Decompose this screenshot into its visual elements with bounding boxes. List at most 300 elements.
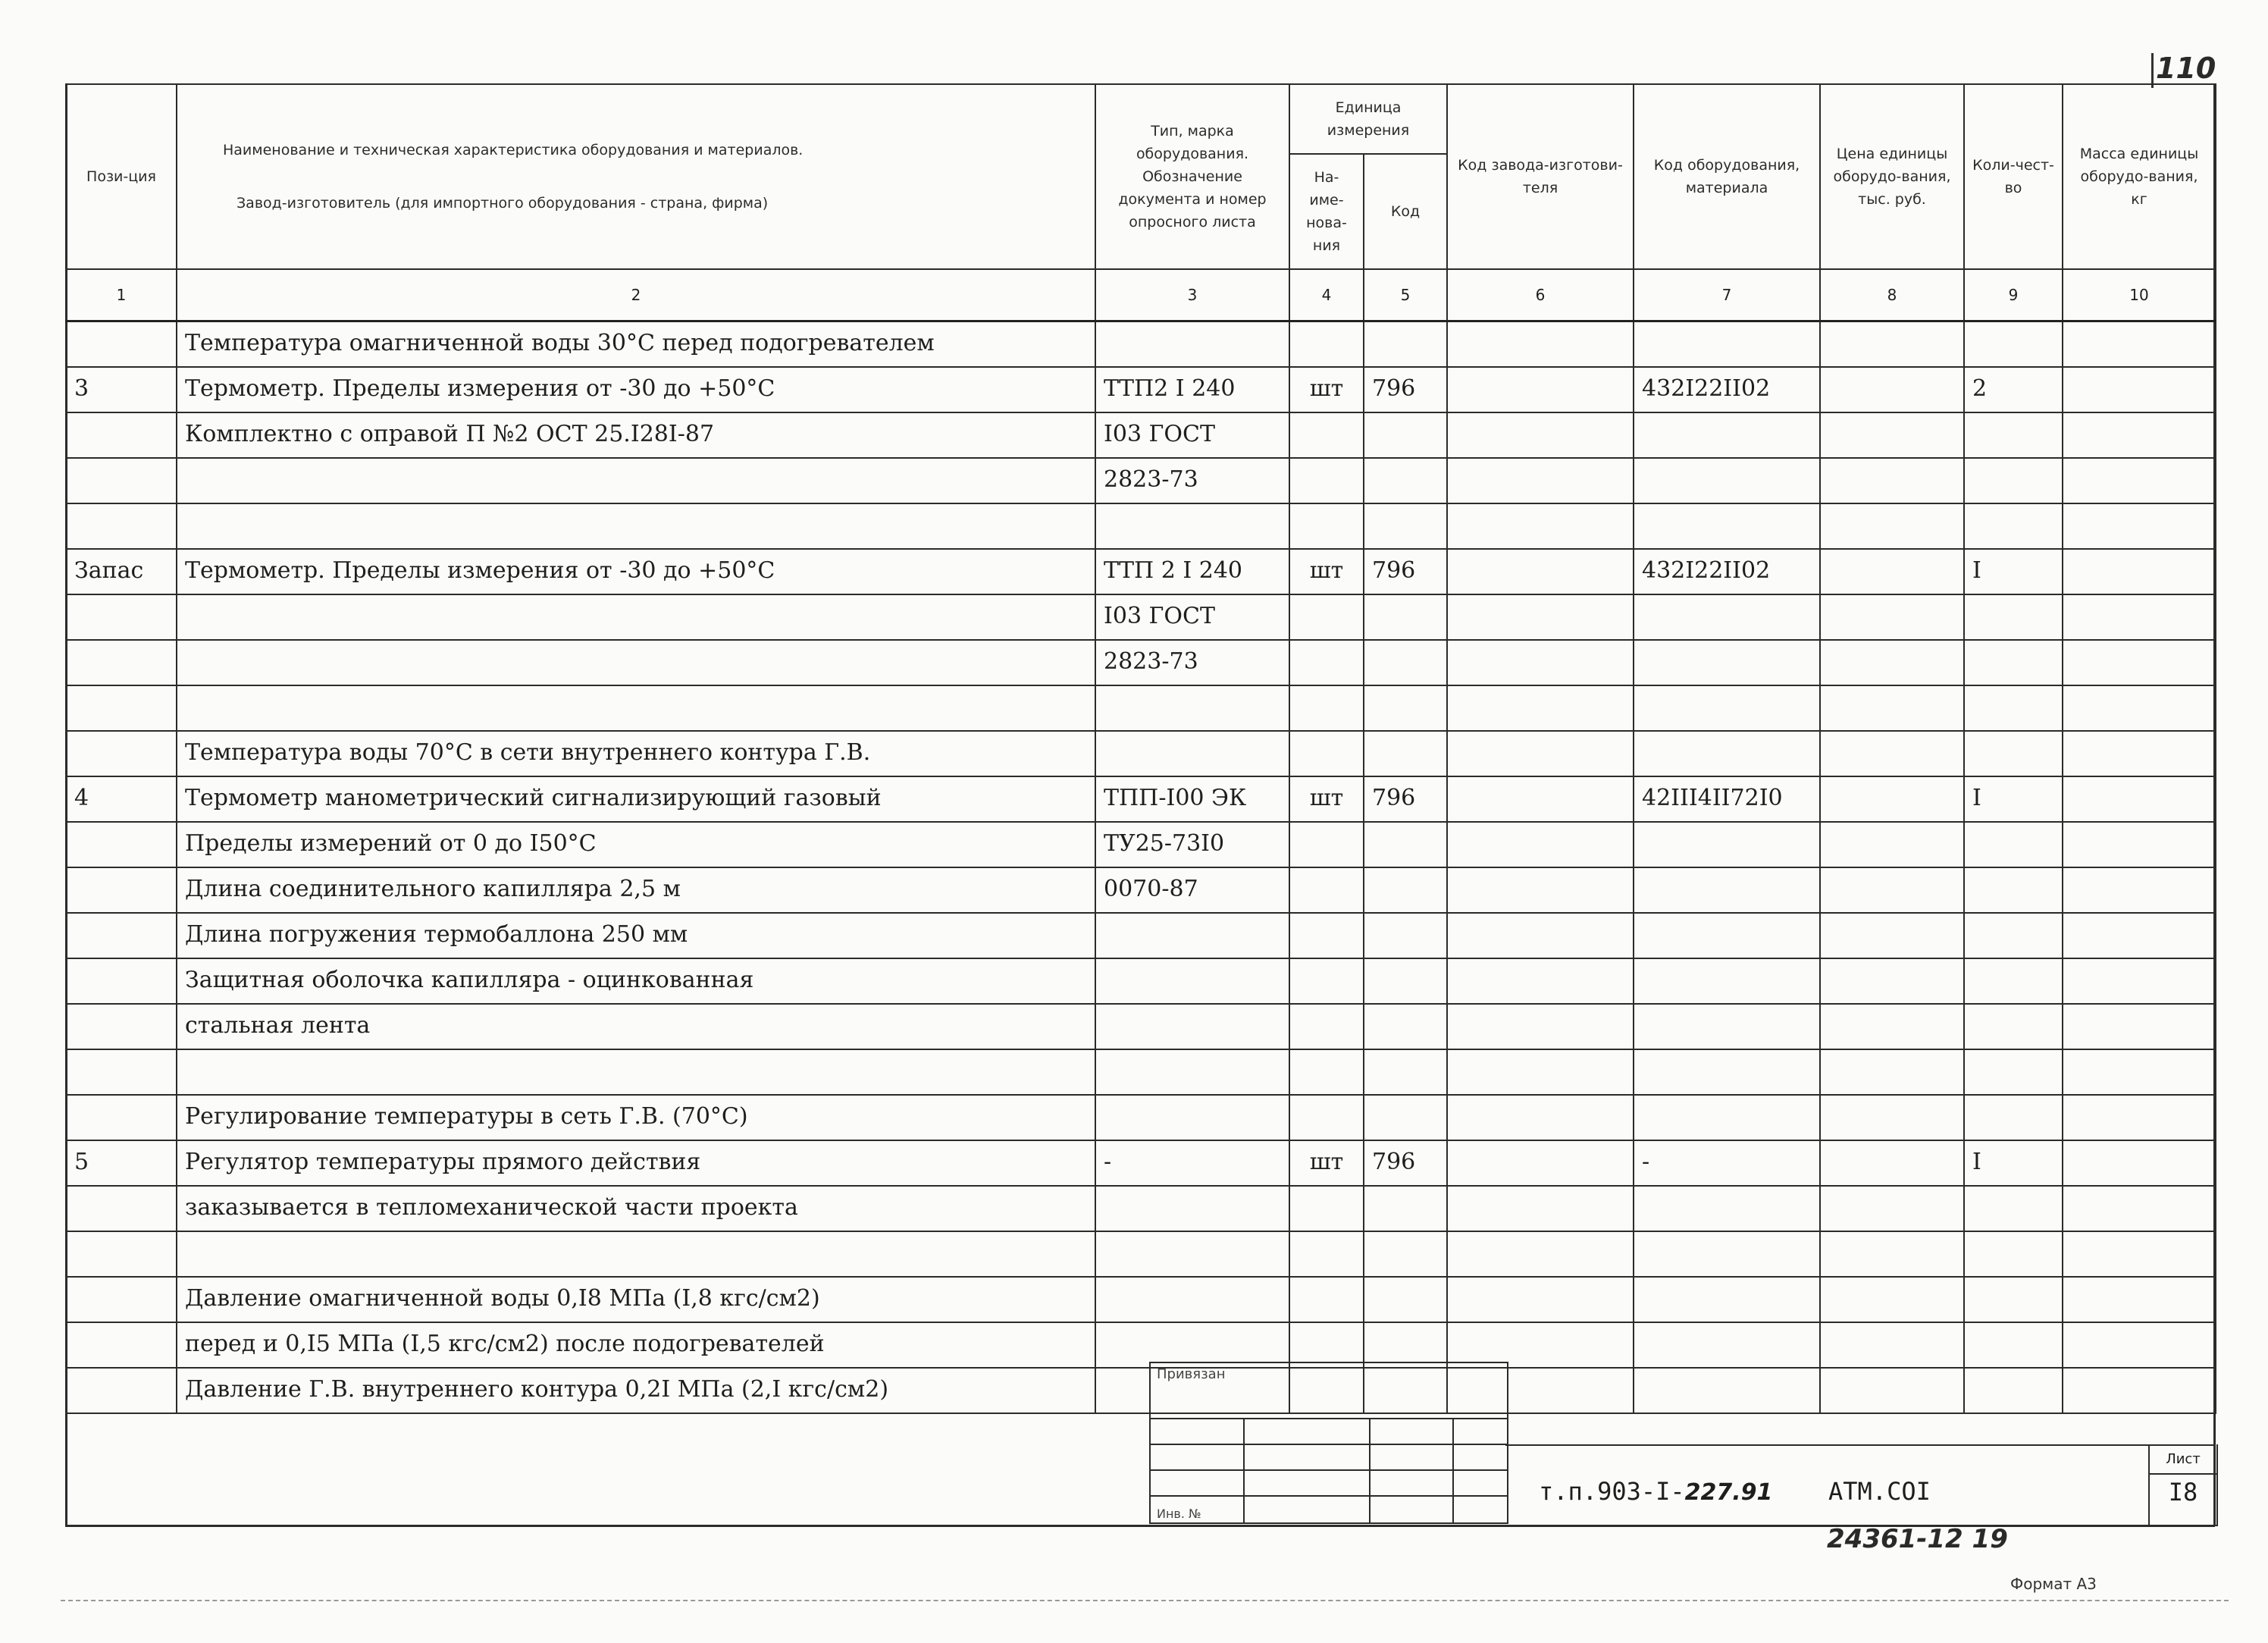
row-quantity — [1964, 1049, 2063, 1095]
table-row — [66, 958, 2216, 1004]
row-position — [66, 1231, 177, 1277]
row-quantity — [1964, 1095, 2063, 1140]
row-position: 5 — [66, 1140, 177, 1186]
row-price — [1820, 549, 1964, 594]
row-quantity — [1964, 685, 2063, 731]
table-row — [66, 1231, 2216, 1277]
header-name-line1: Наименование и техническая характеристика оборудования и материалов. — [223, 142, 804, 158]
row-mass — [2063, 549, 2216, 594]
row-price — [1820, 776, 1964, 822]
stamp-divider — [1452, 1418, 1454, 1522]
row-equipment-code: 432I22II02 — [1634, 549, 1820, 594]
row-quantity: I — [1964, 776, 2063, 822]
row-mass — [2063, 1277, 2216, 1322]
row-factory-code — [1447, 1277, 1634, 1322]
row-equipment-code — [1634, 640, 1820, 685]
row-type: ТТП2 I 240 — [1095, 367, 1289, 412]
row-position — [66, 1186, 177, 1231]
sheet-box — [2148, 1444, 2218, 1526]
row-equipment-code — [1634, 822, 1820, 867]
row-factory-code — [1447, 1095, 1634, 1140]
table-row — [66, 867, 2216, 913]
approval-stamp — [1149, 1362, 1508, 1524]
row-unit-code — [1364, 1049, 1447, 1095]
row-name: Регулятор температуры прямого действия — [177, 1140, 1095, 1186]
column-number: 3 — [1095, 269, 1289, 321]
row-factory-code — [1447, 1140, 1634, 1186]
row-name: Термометр манометрический сигнализирующий газовый — [177, 776, 1095, 822]
row-factory-code — [1447, 412, 1634, 458]
format-label: Формат А3 — [2010, 1575, 2097, 1593]
row-factory-code — [1447, 367, 1634, 412]
row-mass — [2063, 640, 2216, 685]
row-name: Длина погружения термобаллона 250 мм — [177, 913, 1095, 958]
row-unit — [1289, 503, 1364, 549]
column-number: 8 — [1820, 269, 1964, 321]
table-row — [66, 1368, 2216, 1413]
row-factory-code — [1447, 1186, 1634, 1231]
row-name: заказывается в тепломеханической части проекта — [177, 1186, 1095, 1231]
header-unit-group: Единица измерения — [1289, 84, 1447, 154]
column-number: 7 — [1634, 269, 1820, 321]
row-unit-code — [1364, 594, 1447, 640]
row-price — [1820, 503, 1964, 549]
row-price — [1820, 1368, 1964, 1413]
row-name — [177, 1231, 1095, 1277]
row-unit — [1289, 640, 1364, 685]
table-row — [66, 1049, 2216, 1095]
row-type: ТПП-I00 ЭК — [1095, 776, 1289, 822]
row-price — [1820, 958, 1964, 1004]
row-price — [1820, 1095, 1964, 1140]
row-price — [1820, 1322, 1964, 1368]
row-quantity: I — [1964, 1140, 2063, 1186]
row-equipment-code — [1634, 1004, 1820, 1049]
row-unit — [1289, 822, 1364, 867]
row-name: Пределы измерений от 0 до I50°С — [177, 822, 1095, 867]
header-mass: Масса единицы оборудо-вания, кг — [2063, 84, 2216, 269]
row-equipment-code — [1634, 1231, 1820, 1277]
row-price — [1820, 822, 1964, 867]
row-mass — [2063, 367, 2216, 412]
row-unit — [1289, 1049, 1364, 1095]
row-position — [66, 731, 177, 776]
row-equipment-code: 42III4II72I0 — [1634, 776, 1820, 822]
header-factory-code: Код завода-изготови-теля — [1447, 84, 1634, 269]
row-name: Давление омагниченной воды 0,I8 МПа (I,8 кгс/см2) — [177, 1277, 1095, 1322]
row-equipment-code — [1634, 412, 1820, 458]
row-mass — [2063, 1322, 2216, 1368]
row-type — [1095, 1186, 1289, 1231]
row-unit-code — [1364, 822, 1447, 867]
row-unit — [1289, 458, 1364, 503]
row-quantity — [1964, 503, 2063, 549]
row-price — [1820, 594, 1964, 640]
row-quantity — [1964, 913, 2063, 958]
stamp-title: Привязан — [1157, 1366, 1226, 1382]
row-equipment-code — [1634, 731, 1820, 776]
table-row — [66, 1095, 2216, 1140]
row-name — [177, 685, 1095, 731]
row-position — [66, 458, 177, 503]
row-factory-code — [1447, 1004, 1634, 1049]
row-quantity — [1964, 1368, 2063, 1413]
table-row — [66, 1140, 2216, 1186]
column-number: 10 — [2063, 269, 2216, 321]
row-name — [177, 640, 1095, 685]
row-unit-code — [1364, 503, 1447, 549]
row-unit-code: 796 — [1364, 367, 1447, 412]
row-quantity — [1964, 731, 2063, 776]
row-mass — [2063, 913, 2216, 958]
sheet-number: I8 — [2168, 1478, 2198, 1507]
table-row — [66, 549, 2216, 594]
row-type: - — [1095, 1140, 1289, 1186]
row-price — [1820, 640, 1964, 685]
row-mass — [2063, 594, 2216, 640]
row-factory-code — [1447, 958, 1634, 1004]
row-name: Термометр. Пределы измерения от -30 до +50°С — [177, 367, 1095, 412]
header-unit-code: Код — [1364, 154, 1447, 269]
row-quantity — [1964, 640, 2063, 685]
row-type — [1095, 1049, 1289, 1095]
row-equipment-code: 432I22II02 — [1634, 367, 1820, 412]
header-unit-name: На-име-нова-ния — [1289, 154, 1364, 269]
row-mass — [2063, 1004, 2216, 1049]
row-type — [1095, 913, 1289, 958]
row-position — [66, 685, 177, 731]
row-quantity — [1964, 1004, 2063, 1049]
row-unit — [1289, 594, 1364, 640]
row-unit-code — [1364, 1322, 1447, 1368]
row-unit — [1289, 1095, 1364, 1140]
row-name — [177, 458, 1095, 503]
document-code-prefix: т.п.903-I- — [1539, 1477, 1685, 1506]
row-unit — [1289, 685, 1364, 731]
header-row — [66, 84, 2216, 154]
row-type: I03 ГОСТ — [1095, 412, 1289, 458]
row-unit — [1289, 867, 1364, 913]
row-unit — [1289, 1277, 1364, 1322]
table-row — [66, 1322, 2216, 1368]
row-equipment-code — [1634, 1095, 1820, 1140]
scan-edge-line — [61, 1600, 2229, 1601]
row-type — [1095, 1277, 1289, 1322]
row-position — [66, 867, 177, 913]
row-price — [1820, 1277, 1964, 1322]
row-equipment-code — [1634, 958, 1820, 1004]
row-unit-code — [1364, 1231, 1447, 1277]
row-type: ТТП 2 I 240 — [1095, 549, 1289, 594]
row-factory-code — [1447, 913, 1634, 958]
row-factory-code — [1447, 822, 1634, 867]
row-unit — [1289, 321, 1364, 368]
row-mass — [2063, 321, 2216, 368]
row-unit-code: 796 — [1364, 1140, 1447, 1186]
table-row — [66, 594, 2216, 640]
row-name: Регулирование температуры в сеть Г.В. (70°С) — [177, 1095, 1095, 1140]
row-equipment-code — [1634, 321, 1820, 368]
row-factory-code — [1447, 731, 1634, 776]
column-numbers-row — [66, 269, 2216, 321]
row-quantity — [1964, 1277, 2063, 1322]
row-equipment-code — [1634, 1049, 1820, 1095]
row-quantity — [1964, 458, 2063, 503]
row-unit — [1289, 1004, 1364, 1049]
row-type — [1095, 321, 1289, 368]
row-type: 0070-87 — [1095, 867, 1289, 913]
row-quantity — [1964, 1186, 2063, 1231]
row-quantity — [1964, 412, 2063, 458]
row-factory-code — [1447, 640, 1634, 685]
row-mass — [2063, 1095, 2216, 1140]
row-position — [66, 503, 177, 549]
table-row — [66, 913, 2216, 958]
row-equipment-code — [1634, 1277, 1820, 1322]
row-mass — [2063, 731, 2216, 776]
row-quantity — [1964, 822, 2063, 867]
row-unit — [1289, 412, 1364, 458]
row-unit-code — [1364, 321, 1447, 368]
header-quantity: Коли-чест-во — [1964, 84, 2063, 269]
row-unit — [1289, 958, 1364, 1004]
row-quantity — [1964, 958, 2063, 1004]
row-position: 3 — [66, 367, 177, 412]
row-factory-code — [1447, 1231, 1634, 1277]
row-name: Термометр. Пределы измерения от -30 до +50°С — [177, 549, 1095, 594]
row-type — [1095, 958, 1289, 1004]
row-type — [1095, 503, 1289, 549]
row-name: стальная лента — [177, 1004, 1095, 1049]
row-quantity: I — [1964, 549, 2063, 594]
stamp-inventory-label: Инв. № — [1157, 1507, 1201, 1521]
row-price — [1820, 367, 1964, 412]
row-type: ТУ25-73I0 — [1095, 822, 1289, 867]
row-position — [66, 412, 177, 458]
table-row — [66, 1277, 2216, 1322]
row-factory-code — [1447, 458, 1634, 503]
row-mass — [2063, 867, 2216, 913]
row-name — [177, 1049, 1095, 1095]
row-unit — [1289, 731, 1364, 776]
row-price — [1820, 867, 1964, 913]
row-unit — [1289, 1231, 1364, 1277]
row-mass — [2063, 685, 2216, 731]
row-type: 2823-73 — [1095, 458, 1289, 503]
row-unit-code — [1364, 913, 1447, 958]
row-quantity: 2 — [1964, 367, 2063, 412]
row-quantity — [1964, 1322, 2063, 1368]
row-factory-code — [1447, 594, 1634, 640]
table-row — [66, 822, 2216, 867]
row-mass — [2063, 458, 2216, 503]
row-unit — [1289, 1186, 1364, 1231]
row-equipment-code — [1634, 867, 1820, 913]
row-position — [66, 1004, 177, 1049]
column-number: 2 — [177, 269, 1095, 321]
row-unit-code — [1364, 458, 1447, 503]
row-mass — [2063, 822, 2216, 867]
row-factory-code — [1447, 549, 1634, 594]
row-price — [1820, 913, 1964, 958]
row-unit — [1289, 1322, 1364, 1368]
row-factory-code — [1447, 1322, 1634, 1368]
row-unit — [1289, 913, 1364, 958]
row-equipment-code — [1634, 913, 1820, 958]
row-name: Комплектно с оправой П №2 ОСТ 25.I28I-87 — [177, 412, 1095, 458]
title-block-rule — [1505, 1444, 2215, 1446]
row-price — [1820, 458, 1964, 503]
row-mass — [2063, 503, 2216, 549]
row-unit-code: 796 — [1364, 776, 1447, 822]
row-price — [1820, 685, 1964, 731]
row-factory-code — [1447, 685, 1634, 731]
row-price — [1820, 1140, 1964, 1186]
header-position: Пози-ция — [66, 84, 177, 269]
row-mass — [2063, 1140, 2216, 1186]
row-equipment-code — [1634, 1322, 1820, 1368]
row-quantity — [1964, 867, 2063, 913]
row-unit: шт — [1289, 1140, 1364, 1186]
row-unit: шт — [1289, 549, 1364, 594]
row-mass — [2063, 1049, 2216, 1095]
row-position — [66, 321, 177, 368]
specification-table — [65, 83, 2216, 1414]
stamp-divider — [1243, 1418, 1245, 1522]
table-row — [66, 321, 2216, 368]
row-price — [1820, 1186, 1964, 1231]
header-type: Тип, марка оборудования. Обозначение документа и номер опросного листа — [1095, 84, 1289, 269]
row-name: перед и 0,I5 МПа (I,5 кгс/см2) после подогревателей — [177, 1322, 1095, 1368]
row-position — [66, 1277, 177, 1322]
column-number: 5 — [1364, 269, 1447, 321]
table-row — [66, 367, 2216, 412]
document-code — [1539, 1477, 1772, 1506]
row-unit-code — [1364, 1004, 1447, 1049]
row-unit-code — [1364, 731, 1447, 776]
sheet-label: Лист — [2150, 1446, 2216, 1475]
row-mass — [2063, 958, 2216, 1004]
table-row — [66, 458, 2216, 503]
column-number: 4 — [1289, 269, 1364, 321]
row-mass — [2063, 1368, 2216, 1413]
row-unit-code — [1364, 640, 1447, 685]
row-position — [66, 913, 177, 958]
row-mass — [2063, 1231, 2216, 1277]
row-price — [1820, 412, 1964, 458]
row-position — [66, 822, 177, 867]
row-equipment-code — [1634, 594, 1820, 640]
table-row — [66, 640, 2216, 685]
row-position — [66, 1095, 177, 1140]
row-name — [177, 594, 1095, 640]
row-position: Запас — [66, 549, 177, 594]
row-position — [66, 1049, 177, 1095]
row-mass — [2063, 1186, 2216, 1231]
table-row — [66, 412, 2216, 458]
document-code-handwritten: 227.91 — [1684, 1479, 1773, 1506]
row-unit-code — [1364, 1277, 1447, 1322]
row-name — [177, 503, 1095, 549]
row-equipment-code — [1634, 685, 1820, 731]
row-position — [66, 640, 177, 685]
row-factory-code — [1447, 321, 1634, 368]
row-type — [1095, 731, 1289, 776]
column-number: 1 — [66, 269, 177, 321]
row-equipment-code — [1634, 1368, 1820, 1413]
row-name: Температура омагниченной воды 30°С перед подогревателем — [177, 321, 1095, 368]
row-name: Давление Г.В. внутреннего контура 0,2I МПа (2,I кгс/см2) — [177, 1368, 1095, 1413]
row-position — [66, 1368, 177, 1413]
row-unit-code: 796 — [1364, 549, 1447, 594]
row-name: Температура воды 70°С в сети внутреннего контура Г.В. — [177, 731, 1095, 776]
page-number: 110 — [2156, 52, 2216, 85]
row-unit-code — [1364, 1186, 1447, 1231]
row-price — [1820, 1004, 1964, 1049]
row-position — [66, 1322, 177, 1368]
row-type — [1095, 685, 1289, 731]
table-row — [66, 1186, 2216, 1231]
header-name-line2: Завод-изготовитель (для импортного оборудования - страна, фирма) — [237, 195, 769, 212]
row-price — [1820, 1049, 1964, 1095]
row-position — [66, 958, 177, 1004]
stamp-divider — [1369, 1418, 1371, 1522]
row-price — [1820, 321, 1964, 368]
table-row — [66, 685, 2216, 731]
header-name — [177, 84, 1095, 269]
header-equipment-code: Код оборудования, материала — [1634, 84, 1820, 269]
column-number: 9 — [1964, 269, 2063, 321]
row-name: Длина соединительного капилляра 2,5 м — [177, 867, 1095, 913]
row-type — [1095, 1004, 1289, 1049]
header-price: Цена единицы оборудо-вания, тыс. руб. — [1820, 84, 1964, 269]
row-quantity — [1964, 594, 2063, 640]
row-type: I03 ГОСТ — [1095, 594, 1289, 640]
row-mass — [2063, 776, 2216, 822]
column-number: 6 — [1447, 269, 1634, 321]
row-factory-code — [1447, 776, 1634, 822]
row-equipment-code: - — [1634, 1140, 1820, 1186]
row-type — [1095, 1095, 1289, 1140]
row-unit-code — [1364, 412, 1447, 458]
table-row — [66, 503, 2216, 549]
row-unit: шт — [1289, 776, 1364, 822]
row-factory-code — [1447, 503, 1634, 549]
row-quantity — [1964, 1231, 2063, 1277]
row-name: Защитная оболочка капилляра - оцинкованная — [177, 958, 1095, 1004]
row-price — [1820, 731, 1964, 776]
table-row — [66, 1004, 2216, 1049]
row-equipment-code — [1634, 503, 1820, 549]
row-type — [1095, 1231, 1289, 1277]
table-row — [66, 731, 2216, 776]
row-factory-code — [1447, 867, 1634, 913]
row-position: 4 — [66, 776, 177, 822]
row-price — [1820, 1231, 1964, 1277]
row-unit: шт — [1289, 367, 1364, 412]
document-mark: АТМ.COI — [1828, 1477, 1931, 1506]
row-unit-code — [1364, 867, 1447, 913]
row-unit-code — [1364, 685, 1447, 731]
row-equipment-code — [1634, 458, 1820, 503]
table-row — [66, 776, 2216, 822]
row-factory-code — [1447, 1049, 1634, 1095]
row-mass — [2063, 412, 2216, 458]
row-equipment-code — [1634, 1186, 1820, 1231]
row-unit-code — [1364, 1095, 1447, 1140]
row-position — [66, 594, 177, 640]
row-unit-code — [1364, 958, 1447, 1004]
